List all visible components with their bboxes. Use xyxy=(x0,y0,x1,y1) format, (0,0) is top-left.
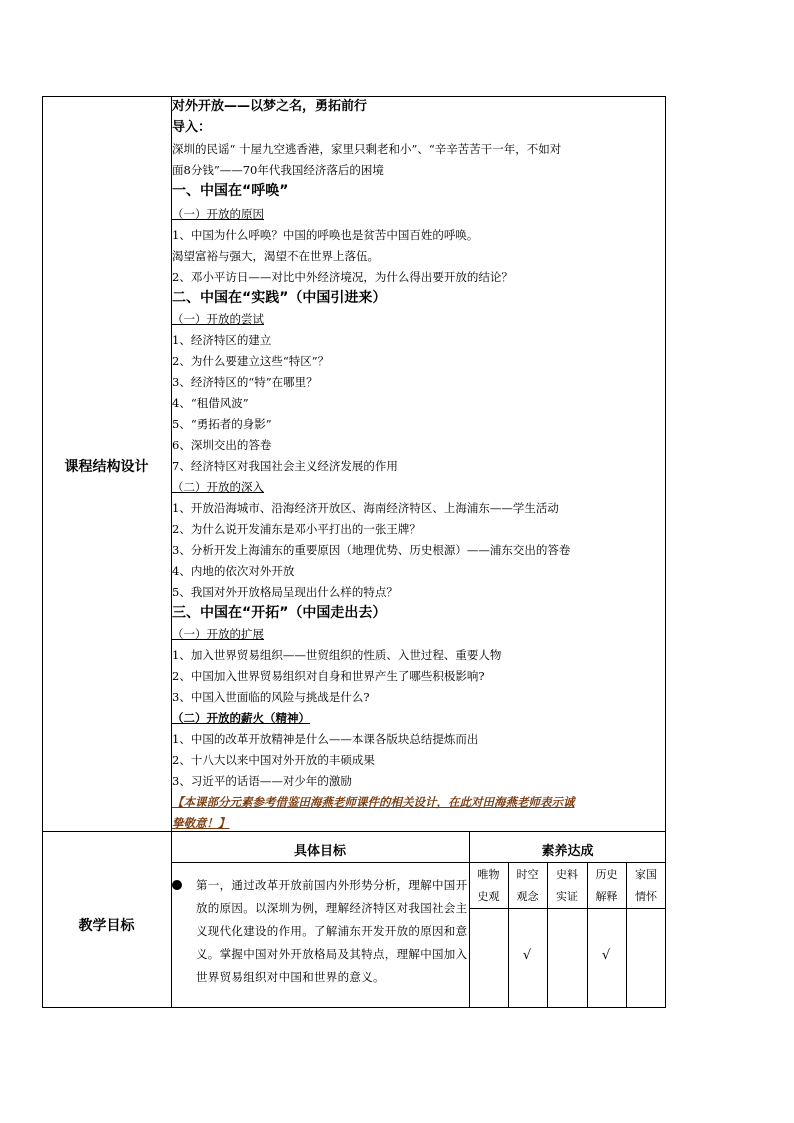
section-2-line-7: 7、经济特区对我国社会主义经济发展的作用 xyxy=(172,459,398,473)
competency-col-5 xyxy=(626,864,666,908)
acknowledgement-note-line-1: 【本课部分元素参考借鉴田海燕老师课件的相关设计，在此对田海燕老师表示诚 xyxy=(172,795,575,809)
section-3-line-2: 2、中国加入世界贸易组织对自身和世界产生了哪些积极影响? xyxy=(172,669,485,683)
competency-header-divider xyxy=(469,908,666,909)
competency-col-4-line1: 历史 xyxy=(595,868,618,881)
section-3-more-3: 3、习近平的话语——对少年的激励 xyxy=(172,774,352,788)
section-2-more-5: 5、我国对外开放格局呈现出什么样的特点？ xyxy=(172,585,398,599)
goal-text: 第一，通过改革开放前国内外形势分析，理解中国开放的原因。以深圳为例，理解经济特区对我国社会主义现代化建设的作用。了解浦东开发开放的原因和意义。掌握中国对外开放格局及其特点，理解中国加入世界贸易组织对中国和世界的意义。 xyxy=(196,878,468,984)
intro-line-2: 面8分钱”——70年代我国经济落后的困境 xyxy=(172,163,384,177)
competency-col-2-line2: 观念 xyxy=(516,890,539,903)
objectives-row-label: 教学目标 xyxy=(78,918,135,934)
competency-col-4 xyxy=(587,864,626,908)
section-1-line-3: 2、邓小平访日——对比中外经济境况，为什么得出要开放的结论？ xyxy=(172,270,513,284)
section-3-subtitle-2: （二）开放的薪火（精神） xyxy=(172,711,310,725)
intro-line-1: 深圳的民谣“ 十屋九空逃香港，家里只剩老和小”、“辛辛苦苦干一年，不如对 xyxy=(172,142,562,156)
intro-label: 导入： xyxy=(172,120,212,135)
section-3-more-1: 1、中国的改革开放精神是什么——本课各版块总结提炼而出 xyxy=(172,732,479,746)
specific-goals-header: 具体目标 xyxy=(293,844,346,859)
section-2-more-3: 3、分析开发上海浦东的重要原因（地理优势、历史根源）——浦东交出的答卷 xyxy=(172,543,571,557)
section-2-line-4: 4、“租借风波” xyxy=(172,396,249,410)
competency-header: 素养达成 xyxy=(541,844,594,859)
section-1-line-2: 渴望富裕与强大，渴望不在世界上落伍。 xyxy=(172,249,379,263)
competency-col-2-line1: 时空 xyxy=(516,868,539,881)
competency-col-3-line1: 史料 xyxy=(556,868,578,881)
competency-check-4: √ xyxy=(601,948,611,963)
section-3-line-1: 1、加入世界贸易组织——世贸组织的性质、入世过程、重要人物 xyxy=(172,648,502,662)
section-2-subtitle-1: （一）开放的尝试 xyxy=(172,312,264,326)
section-2-subtitle-2: （二）开放的深入 xyxy=(172,480,264,494)
section-2-more-4: 4、内地的依次对外开放 xyxy=(172,564,295,578)
competency-col-3 xyxy=(547,864,587,908)
section-3-subtitle-1: （一）开放的扩展 xyxy=(172,627,264,641)
competency-col-1 xyxy=(469,864,508,908)
goal-bullet-icon xyxy=(172,880,182,890)
section-2-line-3: 3、经济特区的“特”在哪里？ xyxy=(172,375,318,389)
lesson-title: 对外开放——以梦之名，勇拓前行 xyxy=(172,99,368,114)
section-1-title: 一、中国在“呼唤” xyxy=(172,183,289,199)
competency-col-5-line1: 家国 xyxy=(635,868,657,881)
section-2-title: 二、中国在“实践”（中国引进来） xyxy=(172,290,387,306)
objectives-header-divider xyxy=(171,862,666,863)
table-divider-structure-bottom xyxy=(42,831,666,832)
competency-col-4-line2: 解释 xyxy=(595,890,618,903)
section-2-more-1: 1、开放沿海城市、沿海经济开放区、海南经济特区、上海浦东——学生活动 xyxy=(172,501,559,515)
acknowledgement-note-line-2: 挚敬意！】 xyxy=(172,816,230,830)
section-2-line-2: 2、为什么要建立这些“特区”？ xyxy=(172,354,330,368)
section-1-line-1: 1、中国为什么呼唤？中国的呼唤也是贫苦中国百姓的呼唤。 xyxy=(172,228,479,242)
section-2-line-1: 1、经济特区的建立 xyxy=(172,333,272,347)
section-3-title: 三、中国在“开拓”（中国走出去） xyxy=(172,605,387,621)
section-3-line-3: 3、中国入世面临的风险与挑战是什么? xyxy=(172,690,370,704)
competency-col-1-line2: 史观 xyxy=(477,890,500,903)
competency-col-3-line2: 实证 xyxy=(556,890,578,903)
competency-check-2: √ xyxy=(522,948,532,963)
competency-col-1-line1: 唯物 xyxy=(477,868,500,881)
competency-col-5-line2: 情怀 xyxy=(635,890,657,903)
section-1-subtitle-1: （一）开放的原因 xyxy=(172,207,264,221)
competency-col-2 xyxy=(508,864,547,908)
section-2-line-5: 5、“勇拓者的身影” xyxy=(172,417,272,431)
section-3-more-2: 2、十八大以来中国对外开放的丰硕成果 xyxy=(172,753,375,767)
section-2-line-6: 6、深圳交出的答卷 xyxy=(172,438,272,452)
structure-row-label: 课程结构设计 xyxy=(64,459,149,475)
section-2-more-2: 2、为什么说开发浦东是邓小平打出的一张王牌？ xyxy=(172,522,421,536)
